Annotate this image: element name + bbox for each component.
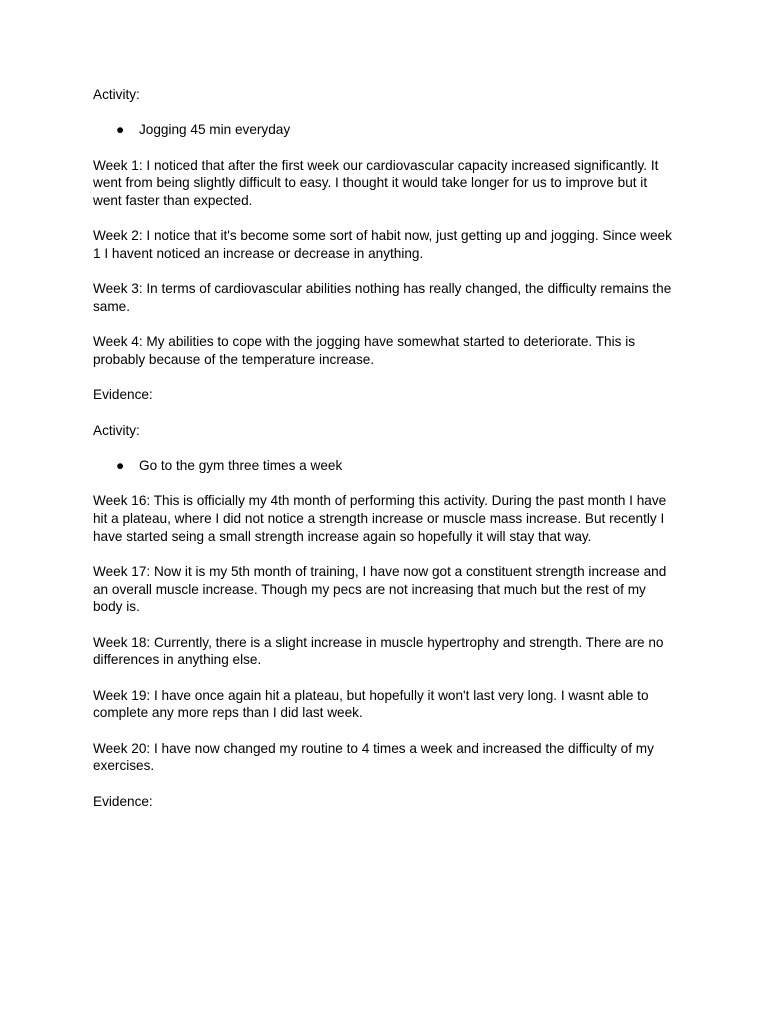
activity-bullet-2 xyxy=(93,457,678,475)
week-entry-20: Week 20: I have now changed my routine to 4 times a week and increased the difficulty of my exercises. xyxy=(93,740,654,774)
activity-heading-2: Activity: xyxy=(93,422,140,438)
activity-bullet-1 xyxy=(93,121,678,139)
week-entry-16: Week 16: This is officially my 4th month of performing this activity. During the past month I have hit a plateau, where I did not notice a strength increase or muscle mass increase. But recently I have started seing a small strength increase again so hopefully it will stay that way. xyxy=(93,493,667,544)
week-entry-18: Week 18: Currently, there is a slight increase in muscle hypertrophy and strength. There are no differences in anything else. xyxy=(93,634,664,668)
activity-item-1: Jogging 45 min everyday xyxy=(139,122,291,138)
week-entry-4: Week 4: My abilities to cope with the jogging have somewhat started to deteriorate. This is probably because of the temperature increase. xyxy=(93,334,636,367)
evidence-heading-2: Evidence: xyxy=(93,793,153,809)
week-entry-3: Week 3: In terms of cardiovascular abilities nothing has really changed, the difficulty remains the same. xyxy=(93,281,672,314)
week-entry-1: Week 1: I noticed that after the first week our cardiovascular capacity increased significantly. It went from being slightly difficult to easy. I thought it would take longer for us to improve but it went faster than expected. xyxy=(93,157,659,208)
evidence-heading-1: Evidence: xyxy=(93,387,153,403)
week-entry-19: Week 19: I have once again hit a plateau, but hopefully it won't last very long. I wasnt able to complete any more reps than I did last week. xyxy=(93,687,649,721)
week-entry-2: Week 2: I notice that it's become some sort of habit now, just getting up and jogging. Since week 1 I havent noticed an increase or decrease in anything. xyxy=(93,228,672,261)
bullet-icon: ● xyxy=(116,122,125,138)
activity-item-2: Go to the gym three times a week xyxy=(139,458,343,474)
week-entry-17: Week 17: Now it is my 5th month of training, I have now got a constituent strength increase and an overall muscle increase. Though my pecs are not increasing that much but the rest of my body is. xyxy=(93,564,667,615)
activity-heading-1: Activity: xyxy=(93,87,140,102)
bullet-icon: ● xyxy=(116,458,125,474)
document-body xyxy=(93,86,678,828)
